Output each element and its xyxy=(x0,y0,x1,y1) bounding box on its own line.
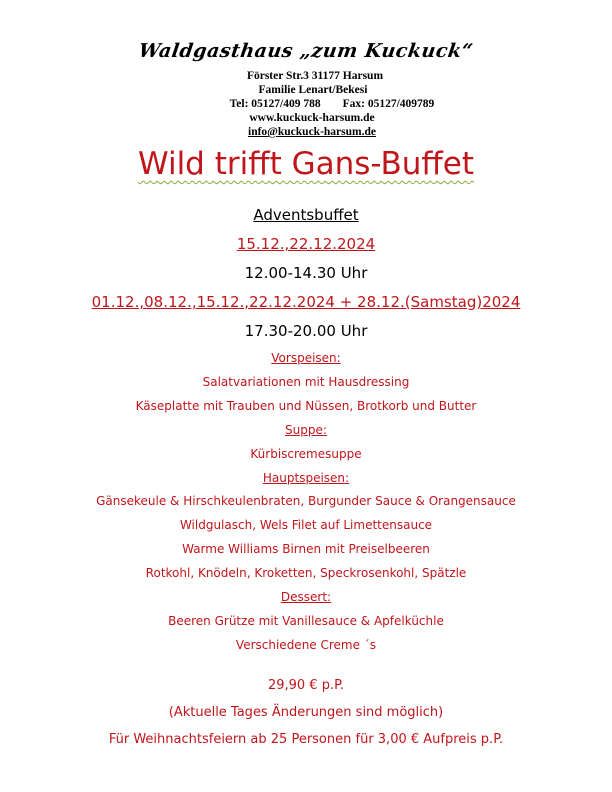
lunch-dates: 15.12.,22.12.2024 xyxy=(236,235,376,253)
address: Förster Str.3 31177 Harsum xyxy=(246,70,384,82)
christmas-party-note: Für Weihnachtsfeiern ab 25 Personen für 3,00 € Aufpreis p.P. xyxy=(108,732,504,747)
menu-item: Käseplatte mit Trauben und Nüssen, Brotkorb und Butter xyxy=(135,399,477,413)
price: 29,90 € p.P. xyxy=(267,678,345,693)
starters-heading: Vorspeisen: xyxy=(271,351,341,365)
evening-dates: 01.12.,08.12.,15.12.,22.12.2024 + 28.12.(Samstag)2024 xyxy=(91,293,521,311)
menu-item: Beeren Grütze mit Vanillesauce & Apfelküchle xyxy=(168,614,444,628)
family-name: Familie Lenart/Bekesi xyxy=(258,84,368,96)
menu-item: Rotkohl, Knödeln, Kroketten, Speckrosenkohl, Spätzle xyxy=(145,566,467,580)
mains-heading: Hauptspeisen: xyxy=(262,471,350,485)
fax-number: Fax: 05127/409789 xyxy=(342,98,435,110)
phone-number: Tel: 05127/409 788 xyxy=(229,98,321,110)
menu-item: Wildgulasch, Wels Filet auf Limettensauce xyxy=(179,518,433,532)
menu-item: Kürbiscremesuppe xyxy=(250,447,362,461)
contact-phone-fax xyxy=(0,97,612,111)
price-note: (Aktuelle Tages Änderungen sind möglich) xyxy=(168,705,444,720)
menu-item: Warme Williams Birnen mit Preiselbeeren xyxy=(182,542,430,556)
page-title-text: Wild trifft Gans-Buffet xyxy=(137,146,474,182)
email-line xyxy=(0,125,612,139)
email-link[interactable]: info@kuckuck-harsum.de xyxy=(248,126,376,138)
soup-heading: Suppe: xyxy=(285,423,327,437)
buffet-heading: Adventsbuffet xyxy=(253,206,359,224)
menu-item: Salatvariationen mit Hausdressing xyxy=(202,375,410,389)
website: www.kuckuck-harsum.de xyxy=(249,112,375,124)
lunch-time: 12.00-14.30 Uhr xyxy=(244,264,368,282)
dessert-heading: Dessert: xyxy=(280,590,332,604)
evening-time: 17.30-20.00 Uhr xyxy=(244,322,368,340)
menu-item: Verschiedene Creme ´s xyxy=(235,638,377,652)
restaurant-logo: Waldgasthaus „zum Kuckuck“ xyxy=(137,40,475,62)
page-title xyxy=(0,146,612,182)
menu-item: Gänsekeule & Hirschkeulenbraten, Burgunder Sauce & Orangensauce xyxy=(96,494,516,508)
